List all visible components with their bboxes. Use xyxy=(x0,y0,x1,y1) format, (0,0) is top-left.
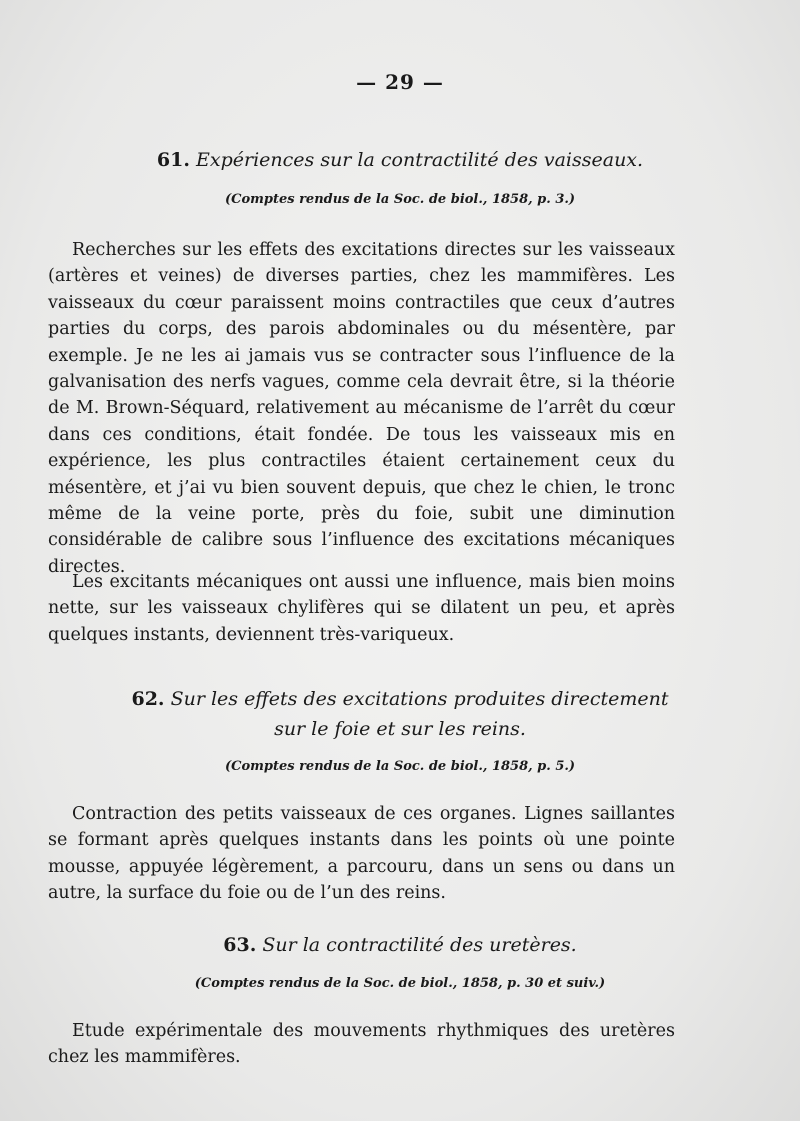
section-number: 63. xyxy=(223,934,257,956)
section-61-title xyxy=(0,145,800,175)
section-number: 62. xyxy=(131,688,165,710)
section-62-paragraph-1: Contraction des petits vaisseaux de ces organes. Lignes saillantes se formant après quelques instants dans les points où une pointe mousse, appuyée légèrement, a parcouru, dans un sens ou dans un autre, la surface du foie ou de l’un des reins. xyxy=(48,804,675,904)
section-title-line: Expériences sur la contractilité des vaisseaux. xyxy=(196,149,644,171)
section-63-title xyxy=(0,930,800,960)
section-title-line: sur le foie et sur les reins. xyxy=(274,718,526,740)
section-61-paragraph-1: Recherches sur les effets des excitations directes sur les vaisseaux (artères et veines) de diverses parties, chez les mammifères. Les vaisseaux du cœur paraissent moins contractiles que ceux d’autres parties du corps, des parois abdominales ou du mésentère, par exemple. Je ne les ai jamais vus se contracter sous l’influence de la galvanisation des nerfs vagues, comme cela devrait être, si la théorie de M. Brown-Séquard, relativement au mécanisme de l’arrêt du cœur dans ces conditions, était fondée. De tous les vaisseaux mis en expérience, les plus contractiles étaient certainement ceux du mésentère, et j’ai vu bien souvent depuis, que chez le chien, le tronc même de la veine porte, près du foie, subit une diminution considérable de calibre sous l’influence des excitations mécaniques directes. xyxy=(48,240,675,577)
section-62-title-line-2 xyxy=(0,714,800,744)
section-62-title xyxy=(0,684,800,714)
section-number: 61. xyxy=(156,149,190,171)
section-62-source: (Comptes rendus de la Soc. de biol., 1858, p. 5.) xyxy=(224,759,576,774)
section-63-source: (Comptes rendus de la Soc. de biol., 1858, p. 30 et suiv.) xyxy=(194,976,606,991)
section-title-line: Sur la contractilité des uretères. xyxy=(262,934,577,956)
section-title-line: Sur les effets des excitations produites directement xyxy=(170,688,669,710)
section-61-source: (Comptes rendus de la Soc. de biol., 1858, p. 3.) xyxy=(224,192,576,207)
section-61-paragraph-2: Les excitants mécaniques ont aussi une influence, mais bien moins nette, sur les vaisseaux chylifères qui se dilatent un peu, et après quelques instants, deviennent très-variqueux. xyxy=(48,572,675,645)
page-number: — 29 — xyxy=(356,70,444,94)
section-63-paragraph-1: Etude expérimentale des mouvements rhythmiques des uretères chez les mammifères. xyxy=(48,1021,675,1068)
